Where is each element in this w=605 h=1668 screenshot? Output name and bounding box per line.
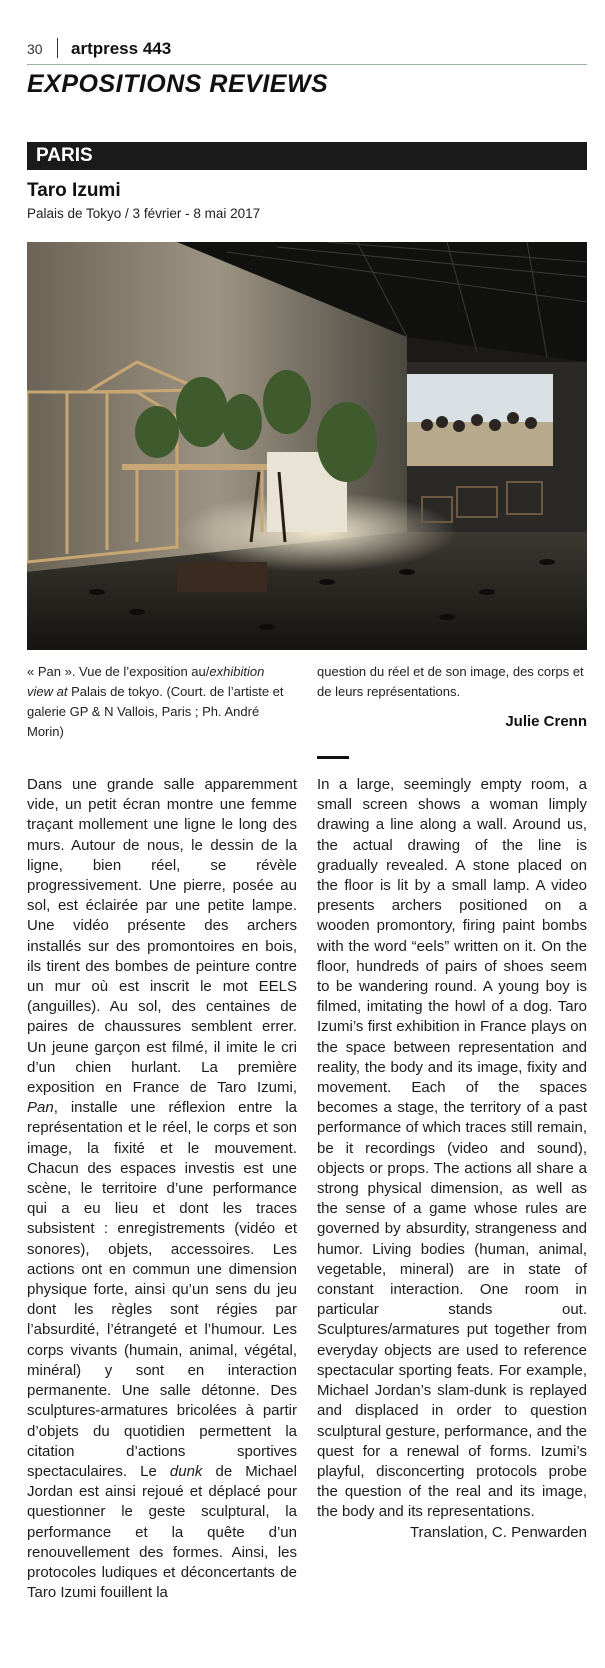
header-divider [57,38,58,58]
header-rule [27,64,587,65]
english-body: In a large, seemingly empty room, a small screen shows a woman limply drawing a line along a wall. Around us, the actual drawing of the line is gradually revealed. A stone placed on the floor is lit by a small lamp. A video presents archers positioned on a wooden promontory, firing paint bombs with the word “eels” written on it. On the floor, hundreds of pairs of shoes seem to be wandering round. A young boy is filmed, imitating the howl of a dog. Taro Izumi’s first exhibition in France plays on the space between representation and reality, the body and its image, fixity and movement. Each of the spaces becomes a stage, the territory of a past performance of which traces still remain, be it recordings (video and sound), objects or props. The actions all share a strong physical dimension, as well as the sense of a game whose rules are governed by absurdity, strangeness and humor. Living bodies (human, animal, vegetable, mineral) are in state of constant interaction. One room in particular stands out. Sculptures/armatures put together from everyday objects are used to reference spectacular sporting feats. For example, Michael Jordan’s slam-dunk is replayed and displaced in order to question sculptural gesture, performance, and the quest for a renewal of forms. Izumi’s playful, disconcerting protocols probe the question of the real and its image, the body and its representations. [317,776,587,1521]
translation-credit: Translation, C. Penwarden [409,1523,587,1541]
french-text-part3: de Michael Jordan est ainsi rejoué et déplacé pour questionner le geste sculptural, la performance et la quête d’un renouvellement des formes. Ainsi, les protocoles ludiques et déconcertants de Taro Izumi fouillent la [27,1462,297,1602]
author-name: Julie Crenn [505,713,587,730]
section-title: EXPOSITIONS REVIEWS [27,70,329,98]
caption-open: « Pan ». Vue de l’exposition au/ [27,664,210,679]
city-banner: PARIS [27,142,587,170]
french-text-part1: Dans une grande salle apparemment vide, un petit écran montre une femme traçant mollement une ligne le long des murs. Autour de nous, le dessin de la ligne, bien réel, se révèle progressivement. Une pierre, posée au sol, est éclairée par une petite lampe. Une vidéo présente des archers installés sur des promontoires en bois, ils tirent des bombes de peinture contre un mur où est inscrit le mot EELS (anguilles). Au sol, des centaines de paires de chaussures semblent errer. Un jeune garçon est filmé, il imite le cri d’un chien hurlant. La première exposition en France de Taro Izumi, [27,776,297,1097]
exhibition-photo [27,242,587,650]
french-text-continuation: question du réel et de son image, des corps et de leurs représentations. [317,664,584,699]
caption-italic: exhibition view at [27,664,265,699]
english-text [317,775,587,1543]
french-text-pan: Pan [27,1099,54,1117]
french-text [27,775,297,1603]
magazine-title: artpress 443 [71,39,172,58]
french-text-part2: , installe une réflexion entre la représentation et le réel, le corps et son image, la fixité et le mouvement. Chacun des espaces investis est une scène, le territoire d’une performance qui a eu lieu et dont les traces subsistent : enregistrements (vidéo et sonores), objets, accessoires. Les actions ont en commun une dimension physique forte, ainsi qu’un sens du jeu dont les règles sont régies par l’absurdité, l’étrangeté et l’humour. Les corps vivants (humain, animal, végétal, minéral) y sont en interaction permanente. Une salle détonne. Des sculptures-armatures bricolées à partir d’objets du quotidien permettent la citation d’actions sportives spectaculaires. Le [27,1099,297,1480]
separator-dash [317,756,349,759]
caption-rest: Palais de tokyo. (Court. de l’artiste et galerie GP & N Vallois, Paris ; Ph. André Morin) [27,684,284,739]
exhibition-photo-illustration [27,242,587,650]
page-number: 30 [27,41,43,57]
french-text-dunk: dunk [169,1462,203,1480]
photo-caption [27,662,289,742]
venue-dates: Palais de Tokyo / 3 février - 8 mai 2017 [27,206,261,221]
artist-name: Taro Izumi [27,180,121,201]
